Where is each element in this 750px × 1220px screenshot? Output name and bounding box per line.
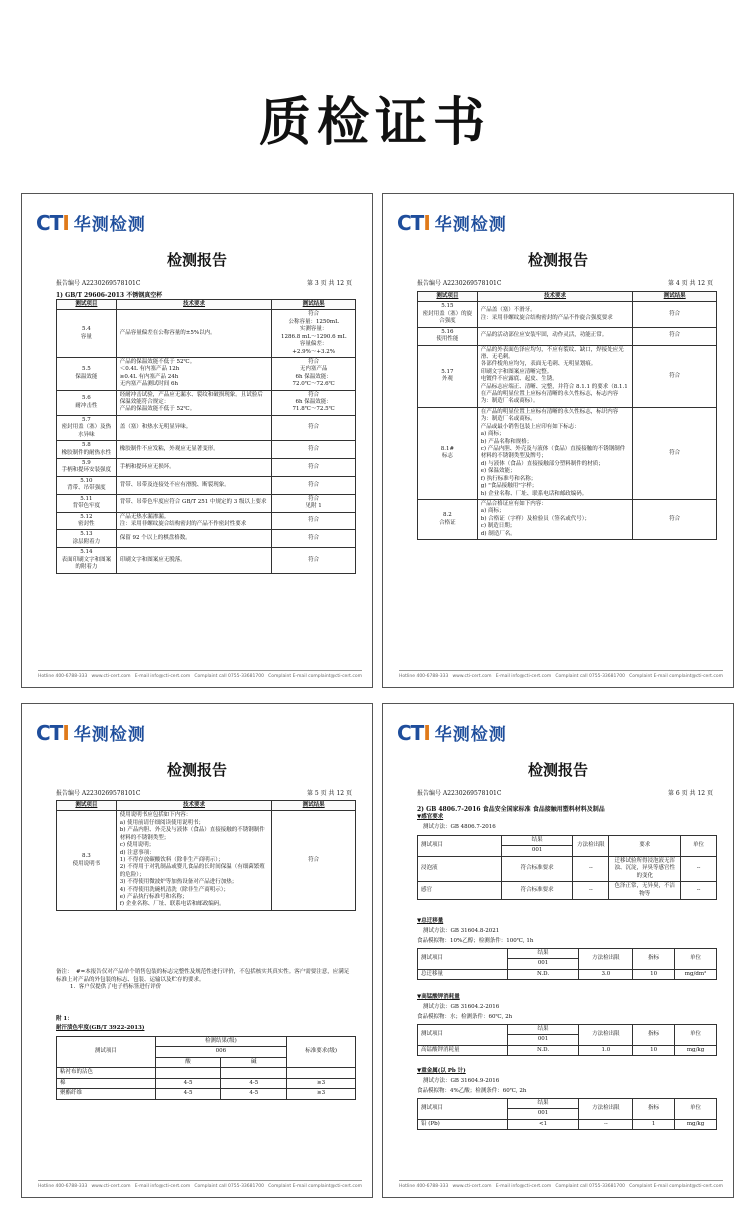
table-cell: 产品的保温效能不低于 52℃。 ＜0.4L 有内塞产品 12h ≥0.4L 有内塞产品 24h 无内塞产品测试时间 6h (116, 357, 271, 390)
table-cell: 符合 (272, 512, 356, 530)
table-cell: 结果 (507, 949, 579, 959)
table-cell: 3.0 (579, 969, 633, 979)
table-header: 技术要求 (116, 300, 271, 310)
table-cell: ≥3 (287, 1089, 356, 1099)
page-number: 第 4 页 共 12 页 (668, 280, 713, 287)
condition: 食品模拟物：10%乙醇；检测条件：100℃, 1h (417, 938, 534, 944)
attachment-label: 附 1： (56, 1016, 73, 1022)
table-cell: ≥3 (287, 1078, 356, 1088)
table-cell: 符合 公称容量：1250mL 实测容量： 1286.8 mL～1290.6 mL 容量偏差： +2.9%～+3.2% (272, 310, 356, 358)
table-cell: 测试项目 (57, 1037, 156, 1068)
table-cell: 产品合格证应有如下内容： a) 商标； b) 合格证（字样）及检验员（签名或代号）； c) 制造日期； d) 制造厂名。 (477, 499, 632, 539)
table-row (418, 327, 717, 345)
table-cell: 棉 (57, 1078, 156, 1088)
method: 测试方法：GB 31604.8-2021 (423, 928, 500, 934)
table-cell: 符合 (633, 327, 717, 345)
table-cell: mg/kg (675, 1045, 717, 1055)
table-row (57, 1089, 356, 1099)
table-cell (221, 1068, 287, 1078)
table-cell: 001 (507, 1109, 579, 1119)
table-row (57, 494, 356, 512)
table-cell: 符合标准要求 (501, 856, 573, 881)
table-cell: 产品的外表面色泽应均匀，不应有裂纹、缺口，焊接处应光滑、无毛刺。 各部件棱角应均匀，表面无毛刺、无明显划痕。 印刷文字和图案应清晰完整。 电镀件不应露底、起皮、生锈。 产品标志应端正、清晰、完整，并符合 8.1.1 的要求（8.1.1 在产品的明显位置上应标有清晰的永久性标志，标志内容为：制造厂名或商标）。 (477, 345, 632, 407)
table-cell: 手柄和提环应无损坏。 (116, 459, 271, 477)
table-cell: 符合 无内塞产品 6h 保温效能： 72.0℃～72.6℃ (272, 357, 356, 390)
table-cell: 背带、吊带色牢度应符合 GB/T 251 中规定的 3 级以上要求 (116, 494, 271, 512)
table-cell: 方法检出限 (579, 949, 633, 970)
report-page-5 (21, 703, 373, 1198)
table-cell: 指标 (633, 1099, 675, 1120)
table-row (57, 415, 356, 440)
table-cell: 5.9 手柄和提环安装强度 (57, 459, 117, 477)
report-number: 报告编号 A2230269578101C (417, 790, 502, 797)
subsection-migration: ▼总迁移量 (417, 918, 444, 924)
table-row (418, 1045, 717, 1055)
table-row (57, 459, 356, 477)
table-cell: 指标 (633, 1025, 675, 1046)
table-cell: 测试项目 (418, 1025, 508, 1046)
table-cell: 单位 (675, 1099, 717, 1120)
report-page-4 (382, 193, 734, 688)
table-cell: 测试项目 (418, 836, 502, 857)
test-table (56, 800, 356, 911)
notes: 备注： #=本报告仅对产品单个销售包装的标志完整性及规范性进行评价，不包括核实其真实性。客户需要注意，应满足标准上对产品的外包装的标志、包装、运输以及贮存的要求。 1. 客户仅提供了电子档标签进行评价 (56, 969, 350, 991)
table-row (57, 357, 356, 390)
table-cell: 符合 (272, 811, 356, 910)
table-cell: mg/kg (675, 1119, 717, 1129)
color-fastness-table (56, 1036, 356, 1100)
page-title: 质检证书 (258, 93, 491, 153)
subsection-heavy-metal: ▼重金属(以 Pb 计) (417, 1068, 466, 1074)
footer: Hotline 400-6788-333 www.cti-cert.com E-mail info@cti-cert.com Complaint call 0755-33681700 Complaint E-mail complaint@cti-cert.com (38, 1180, 362, 1189)
table-cell (155, 1068, 221, 1078)
table-cell: 结果 (501, 836, 573, 846)
table-cell: mg/dm² (675, 969, 717, 979)
table-cell: 5.4 容量 (57, 310, 117, 358)
method: 测试方法：GB 4806.7-2016 (423, 824, 496, 830)
table-row (418, 882, 717, 900)
table-cell: 5.6 耐冲击性 (57, 390, 117, 415)
table-cell: 色泽正常，无异臭，不洁物等 (609, 882, 681, 900)
table-cell: 001 (507, 959, 579, 969)
table-cell: -- (573, 882, 609, 900)
table-header: 技术要求 (477, 292, 632, 302)
table-cell: 产品的活动部位应安装牢固，动作灵活，功能正常。 (477, 327, 632, 345)
table-cell: 聚酯纤维 (57, 1089, 156, 1099)
table-cell: 5.16 使用性能 (418, 327, 478, 345)
report-title: 检测报告 (527, 761, 588, 779)
cti-logo: CTI 华测检测 (397, 210, 507, 235)
table-cell: 标准要求(级) (287, 1037, 356, 1068)
report-number: 报告编号 A2230269578101C (56, 280, 141, 287)
table-row (57, 441, 356, 459)
table-cell: 符合 (633, 499, 717, 539)
table-cell: 铅 (Pb) (418, 1119, 508, 1129)
table-header: 技术要求 (116, 801, 271, 811)
table-cell: 符合 (633, 345, 717, 407)
table-cell: 产品容量偏差在公称容量的±5%以内。 (116, 310, 271, 358)
table-cell: 5.13 涂层附着力 (57, 530, 117, 548)
table-cell: 001 (501, 846, 573, 856)
table-cell: 测试项目 (418, 949, 508, 970)
table-cell: 5.14 表面印刷文字和图案的附着力 (57, 548, 117, 573)
table-row (418, 345, 717, 407)
table-cell: 感官 (418, 882, 502, 900)
table-cell: 符合 (272, 548, 356, 573)
condition: 食品模拟物：4%乙酸；检测条件：60℃, 2h (417, 1088, 527, 1094)
cti-logo: CTI 华测检测 (36, 210, 146, 235)
table-cell: -- (681, 856, 717, 881)
table-row (418, 499, 717, 539)
method: 测试方法：GB 31604.9-2016 (423, 1078, 500, 1084)
table-cell: 碱 (221, 1057, 287, 1067)
sensory-table (417, 835, 717, 900)
table-cell: 001 (507, 1035, 579, 1045)
table-header: 测试项目 (418, 292, 478, 302)
table-row (418, 1119, 717, 1129)
footer: Hotline 400-6788-333 www.cti-cert.com E-mail info@cti-cert.com Complaint call 0755-33681700 Complaint E-mail complaint@cti-cert.com (399, 1180, 723, 1189)
table-cell: 指标 (633, 949, 675, 970)
report-title: 检测报告 (166, 761, 227, 779)
table-header: 测试结果 (272, 300, 356, 310)
section-title: 2) GB 4806.7-2016 食品安全国家标准 食品接触用塑料材料及制品 (417, 806, 605, 813)
table-cell: 方法检出限 (579, 1099, 633, 1120)
table-cell: 经耐冲击试验，产品应无漏水、裂纹和破损现象。且试验后保温效能符合规定： 产品的保温效能不低于 52℃。 (116, 390, 271, 415)
method: 测试方法：GB 31604.2-2016 (423, 1004, 500, 1010)
table-cell: 符合 (633, 302, 717, 327)
test-table (56, 299, 356, 574)
table-cell: 10 (633, 1045, 675, 1055)
table-cell: 保留 92 个以上的棋盘格数。 (116, 530, 271, 548)
table-cell: 符合 (633, 407, 717, 499)
table-cell: 5.11 背带色牢度 (57, 494, 117, 512)
report-number: 报告编号 A2230269578101C (56, 790, 141, 797)
table-cell: -- (579, 1119, 633, 1129)
table-header: 测试结果 (633, 292, 717, 302)
footer: Hotline 400-6788-333 www.cti-cert.com E-mail info@cti-cert.com Complaint call 0755-33681700 Complaint E-mail complaint@cti-cert.com (38, 670, 362, 679)
table-cell: 符合 (272, 459, 356, 477)
table-cell: 方法检出限 (573, 836, 609, 857)
table-cell: 5.8 橡胶制件的耐热水性 (57, 441, 117, 459)
table-row (418, 856, 717, 881)
table-cell: 符合 6h 保温效能： 71.8℃～72.5℃ (272, 390, 356, 415)
table-cell: 印刷文字和图案应无脱落。 (116, 548, 271, 573)
table-cell: 5.10 背带、吊带强度 (57, 476, 117, 494)
footer: Hotline 400-6788-333 www.cti-cert.com E-mail info@cti-cert.com Complaint call 0755-33681700 Complaint E-mail complaint@cti-cert.com (399, 670, 723, 679)
table-cell: 1.0 (579, 1045, 633, 1055)
table-cell: 浸泡液 (418, 856, 502, 881)
table-cell: 8.2 合格证 (418, 499, 478, 539)
section-title: 1) GB/T 29606-2013 不锈钢真空杯 (56, 292, 163, 299)
table-cell: 5.15 密封用盖（塞）的旋合强度 (418, 302, 478, 327)
table-cell: -- (681, 882, 717, 900)
table-cell: 单位 (675, 949, 717, 970)
table-cell: 4-5 (155, 1089, 221, 1099)
table-cell: 结果 (507, 1099, 579, 1109)
table-cell: 结果 (507, 1025, 579, 1035)
table-cell: 符合 (272, 441, 356, 459)
table-header: 测试项目 (57, 300, 117, 310)
table-cell: 单位 (681, 836, 717, 857)
attachment-title: 耐汗渍色牢度(GB/T 3922-2013) (56, 1025, 145, 1031)
table-cell: 5.7 密封用盖（塞）及热水异味 (57, 415, 117, 440)
table-row (418, 969, 717, 979)
table-cell: 单位 (675, 1025, 717, 1046)
page-number: 第 6 页 共 12 页 (668, 790, 713, 797)
table-cell: <1 (507, 1119, 579, 1129)
table-cell: 符合 (272, 476, 356, 494)
table-cell: 盖（塞）和热水无明显异味。 (116, 415, 271, 440)
subsection-kmno4: ▼高锰酸钾消耗量 (417, 994, 460, 1000)
table-cell: 酸 (155, 1057, 221, 1067)
table-row (57, 390, 356, 415)
table-row (57, 811, 356, 910)
report-title: 检测报告 (527, 251, 588, 269)
table-cell: 8.3 使用说明书 (57, 811, 117, 910)
table-cell: 1 (633, 1119, 675, 1129)
table-cell: 测试项目 (418, 1099, 508, 1120)
table-cell: 迁移试验所得浸泡液无浑浊、沉淀，异臭等感官性的变化 (609, 856, 681, 881)
table-cell: N.D. (507, 969, 579, 979)
table-row (57, 548, 356, 573)
table-cell: 4-5 (155, 1078, 221, 1088)
table-row (57, 512, 356, 530)
table-cell (287, 1068, 356, 1078)
table-cell: 符合 (272, 415, 356, 440)
condition: 食品模拟物：水；检测条件：60℃, 2h (417, 1014, 513, 1020)
table-cell: 总迁移量 (418, 969, 508, 979)
table-cell: 背带、吊带及连接处不应有滑脱、断裂现象。 (116, 476, 271, 494)
table-row (57, 1078, 356, 1088)
table-cell: 5.12 密封性 (57, 512, 117, 530)
report-number: 报告编号 A2230269578101C (417, 280, 502, 287)
table-cell: 5.5 保温效能 (57, 357, 117, 390)
table-cell: 使用说明书应包括如下内容： a) 使用前请仔细阅读使用说明书； b) 产品内胆、外壳及与液体（食品）直接接触的不锈钢制件材料的不锈钢类型； c) 使用说明； d) 注意事项： 1) 不得存放碳酸饮料（除非生产商明示）； 2) 不得用于对乳制品或婴儿食品的长时间保温（有细菌繁殖的危险）； 3) 不得使用微波炉等加热设备对产品进行加热； 4) 不得使用洗碗机清洗（除非生产商明示）； e) 产品执行标准号和名称； f) 企业名称、厂址、联系电话和邮政编码。 (116, 811, 271, 910)
table-row (57, 530, 356, 548)
heavy-metal-table (417, 1098, 717, 1130)
table-cell: 高锰酸钾消耗量 (418, 1045, 508, 1055)
table-cell: 要求 (609, 836, 681, 857)
table-cell: 符合 (272, 530, 356, 548)
table-cell: 产品盖（塞）不滑牙。 注：采用非螺纹旋合结构密封的产品不作旋合强度要求 (477, 302, 632, 327)
table-row (57, 1068, 356, 1078)
cti-logo: CTI 华测检测 (397, 720, 507, 745)
table-cell: 10 (633, 969, 675, 979)
table-cell: 符合标准要求 (501, 882, 573, 900)
table-cell: 检测结果(级) (155, 1037, 287, 1047)
table-header: 测试结果 (272, 801, 356, 811)
table-row (418, 302, 717, 327)
page-number: 第 3 页 共 12 页 (307, 280, 352, 287)
table-cell: 006 (155, 1047, 287, 1057)
migration-table (417, 948, 717, 980)
table-cell: -- (573, 856, 609, 881)
subsection-sensory: ▼感官要求 (417, 814, 444, 820)
table-cell: 粘衬布的沾色 (57, 1068, 156, 1078)
report-page-6 (382, 703, 734, 1198)
table-cell: 4-5 (221, 1089, 287, 1099)
table-row (57, 476, 356, 494)
table-cell: 符合 见附 1 (272, 494, 356, 512)
table-header: 测试项目 (57, 801, 117, 811)
table-cell: 方法检出限 (579, 1025, 633, 1046)
report-title: 检测报告 (166, 251, 227, 269)
kmno4-table (417, 1024, 717, 1056)
table-cell: 4-5 (221, 1078, 287, 1088)
table-cell: N.D. (507, 1045, 579, 1055)
table-cell: 产品无热水漏渗漏。 注：采用非螺纹旋合结构密封的产品不作密封性要求 (116, 512, 271, 530)
table-cell: 在产品的明显位置上应标有清晰的永久性标志，标识内容为：制造厂名或商标。 产品或最小销售包装上应印有如下标志： a) 商标； b) 产品名称和规格； c) 产品内胆、外壳及与液体（食品）直接接触的不锈钢制件材料的不锈钢类型及牌号； d) 与液体（食品）直接接触部分塑料制件的材质； e) 保温效能； f) 执行标准号和名称； g) "食品接触用"字样； h) 企业名称、厂址、联系电话和邮政编码。 (477, 407, 632, 499)
table-row (418, 407, 717, 499)
test-table (417, 291, 717, 540)
table-row (57, 310, 356, 358)
page-number: 第 5 页 共 12 页 (307, 790, 352, 797)
table-cell: 橡胶制件不应发粘，外观应无显著变形。 (116, 441, 271, 459)
report-page-3 (21, 193, 373, 688)
cti-logo: CTI 华测检测 (36, 720, 146, 745)
table-cell: 8.1# 标志 (418, 407, 478, 499)
table-cell: 5.17 外观 (418, 345, 478, 407)
